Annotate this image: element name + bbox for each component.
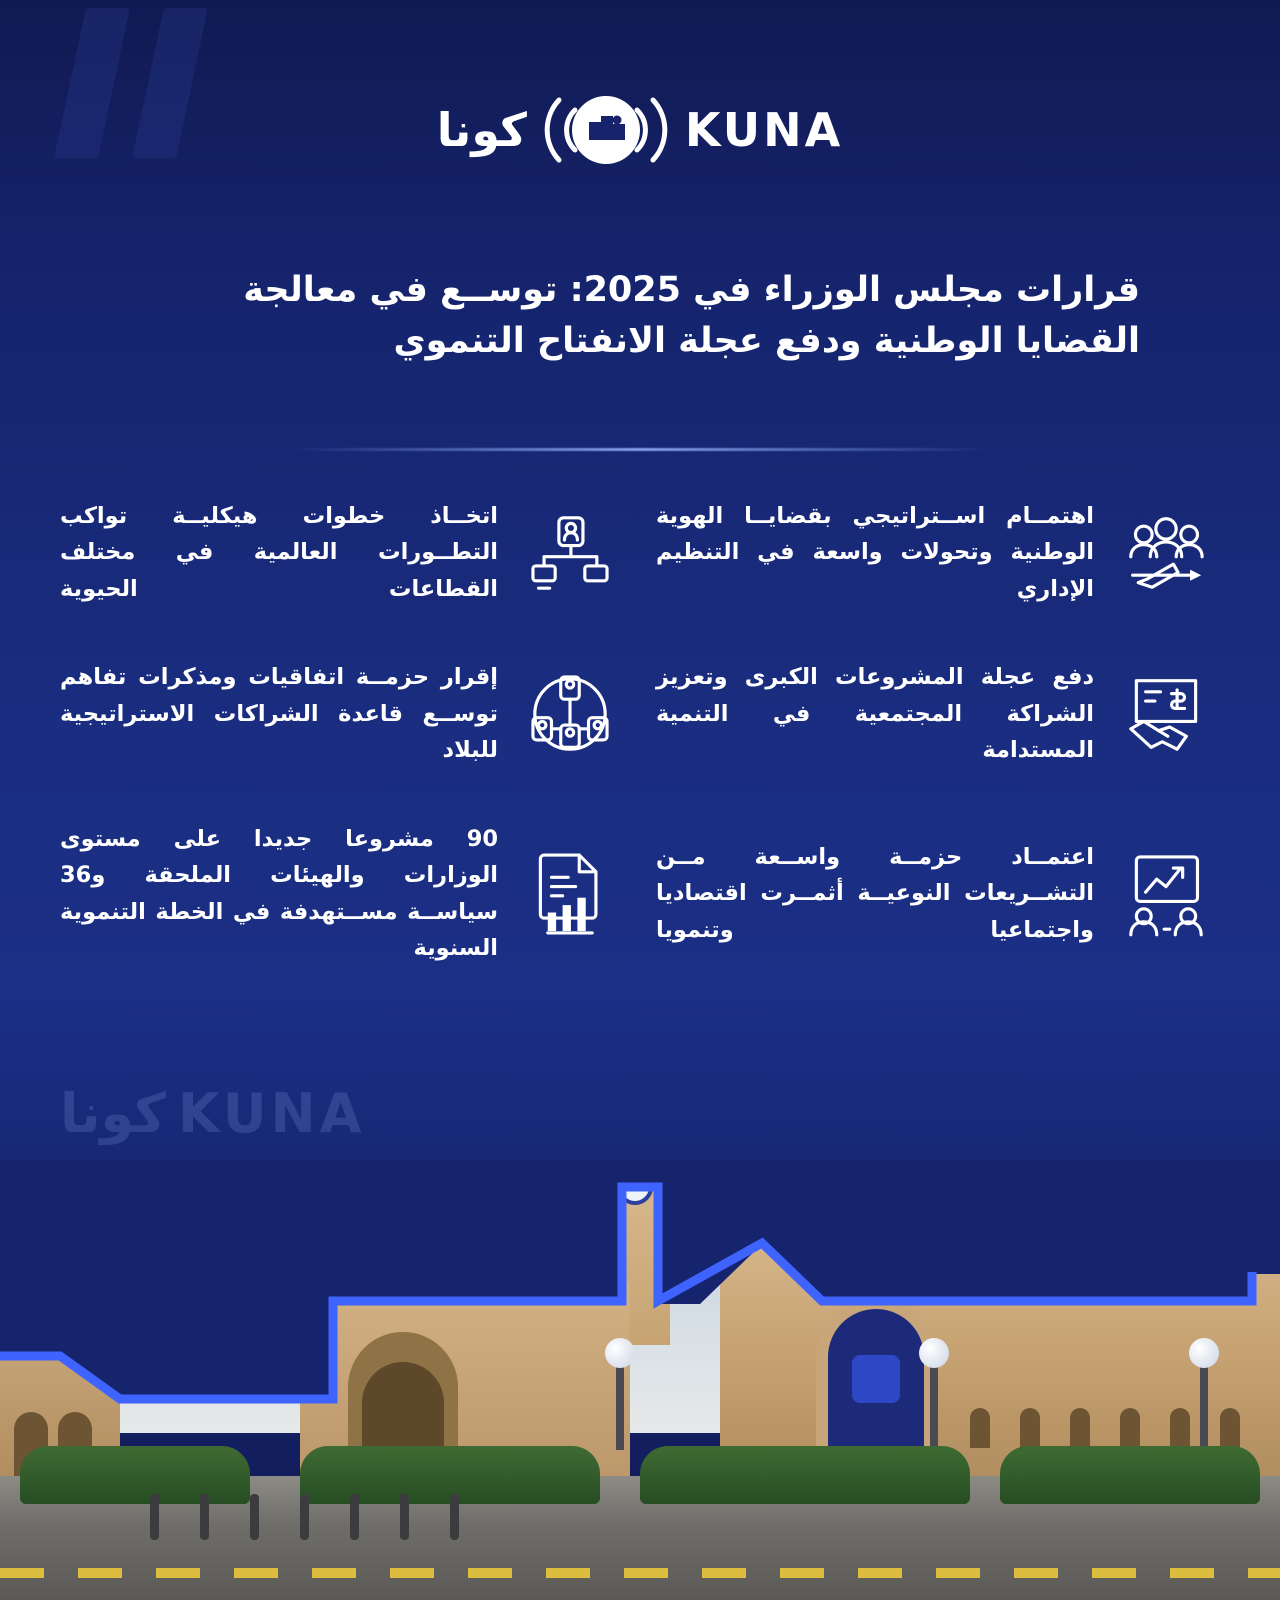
people-pencil-icon: [1112, 499, 1220, 607]
palace-photo: [0, 1160, 1280, 1600]
title-divider: [290, 448, 990, 451]
network-people-circle-icon: [516, 660, 624, 768]
org-chart-person-icon: [516, 499, 624, 607]
point-legislation-package: [656, 821, 1220, 967]
point-agreements-mous: [60, 659, 624, 768]
point-structural-steps: [60, 498, 624, 607]
point-text: اعتمــاد حزمــة واســعة مــن التشــريعات النوعيــة أثمــرت اقتصاديا واجتماعيا وتنمويا: [656, 843, 1094, 943]
point-major-projects: [656, 659, 1220, 768]
page-title: قرارات مجلس الوزراء في 2025: توســع في معالجة القضايا الوطنية ودفع عجلة الانفتاح التنموي: [243, 270, 1140, 361]
point-text: 90 مشروعا جديدا على مستوى الوزارات والهيئات الملحقة و36 سياســة مســتهدفة في الخطة التنموية السنوية: [60, 825, 498, 961]
logo-text-ar: كونا: [436, 103, 527, 157]
growth-chart-people-icon: [1112, 840, 1220, 948]
point-national-identity: [656, 498, 1220, 607]
watermark: [60, 1082, 366, 1145]
point-text: اتخــاذ خطوات هيكليــة تواكب التطــورات العالمية في مختلف القطاعات الحيوية: [60, 503, 498, 602]
handshake-document-icon: [1112, 660, 1220, 768]
point-new-projects-count: [60, 821, 624, 967]
logo-text-en: KUNA: [684, 103, 844, 157]
header: [0, 78, 1280, 182]
kuna-logo-icon: [541, 78, 671, 182]
points-grid: [60, 498, 1220, 966]
title-block: [140, 265, 1140, 367]
document-chart-icon: [516, 840, 624, 948]
point-text: اهتمــام اســتراتيجي بقضايــا الهوية الوطنية وتحولات واسعة في التنظيم الإداري: [656, 503, 1094, 602]
watermark-text-en: KUNA: [177, 1082, 366, 1145]
point-text: إقرار حزمــة اتفاقيات ومذكرات تفاهم توســع قاعدة الشراكات الاستراتيجية للبلاد: [60, 664, 498, 764]
point-text: دفع عجلة المشروعات الكبرى وتعزيز الشراكة المجتمعية في التنمية المستدامة: [656, 664, 1094, 764]
bollards: [0, 1488, 1280, 1540]
watermark-text-ar: كونا: [60, 1082, 166, 1145]
